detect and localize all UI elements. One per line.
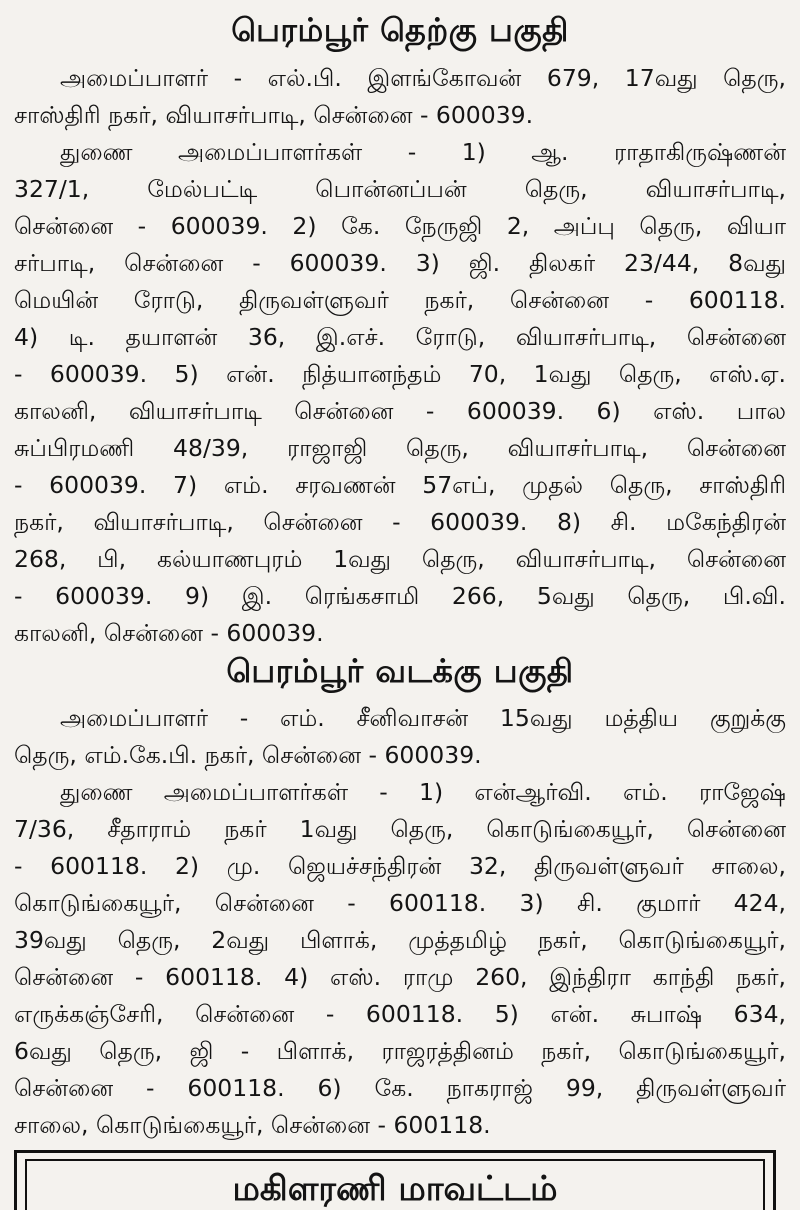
section-heading-perambur-north: பெரம்பூர் வடக்கு பகுதி (226, 652, 574, 690)
text-line: துணை அமைப்பாளர்கள் - 1) என்ஆர்வி. எம். ராஜேஷ் (60, 778, 786, 806)
text-line: சுப்பிரமணி 48/39, ராஜாஜி தெரு, வியாசர்பாடி, சென்னை (14, 434, 786, 462)
text-line: துணை அமைப்பாளர்கள் - 1) ஆ. ராதாகிருஷ்ணன் (60, 138, 786, 166)
text-line: 327/1, மேல்பட்டி பொன்னப்பன் தெரு, வியாசர்பாடி, (14, 175, 786, 203)
text-line: தெரு, எம்.கே.பி. நகர், சென்னை - 600039. (14, 741, 482, 769)
deputies-paragraph-south (14, 134, 786, 652)
next-section-box (14, 1150, 776, 1210)
text-line: - 600039. 9) இ. ரெங்கசாமி 266, 5வது தெரு, பி.வி. (14, 582, 786, 610)
section-heading-perambur-south: பெரம்பூர் தெற்கு பகுதி (231, 11, 569, 49)
organizer-paragraph-north (14, 700, 786, 774)
text-line: மெயின் ரோடு, திருவள்ளுவர் நகர், சென்னை - 600118. (14, 286, 786, 314)
text-line: 7/36, சீதாராம் நகர் 1வது தெரு, கொடுங்கையூர், சென்னை (14, 815, 786, 843)
text-line: காலனி, சென்னை - 600039. (14, 619, 324, 647)
text-line: அமைப்பாளர் - எம். சீனிவாசன் 15வது மத்திய குறுக்கு (60, 704, 786, 732)
text-line: 39வது தெரு, 2வது பிளாக், முத்தமிழ் நகர், கொடுங்கையூர், (14, 926, 786, 954)
text-line: காலனி, வியாசர்பாடி சென்னை - 600039. 6) எஸ். பால (14, 397, 786, 425)
text-line: கொடுங்கையூர், சென்னை - 600118. 3) சி. குமார் 424, (14, 889, 786, 917)
text-line: நகர், வியாசர்பாடி, சென்னை - 600039. 8) சி. மகேந்திரன் (14, 508, 786, 536)
text-line: 6வது தெரு, ஜி - பிளாக், ராஜரத்தினம் நகர், கொடுங்கையூர், (14, 1037, 786, 1065)
next-section-heading: மகிளரணி மாவட்டம் (232, 1169, 558, 1209)
text-line: எருக்கஞ்சேரி, சென்னை - 600118. 5) என். சுபாஷ் 634, (14, 1000, 786, 1028)
text-line: சாலை, கொடுங்கையூர், சென்னை - 600118. (14, 1111, 491, 1139)
text-line: 4) டி. தயாளன் 36, இ.எச். ரோடு, வியாசர்பாடி, சென்னை (14, 323, 786, 351)
text-line: சென்னை - 600118. 4) எஸ். ராமு 260, இந்திரா காந்தி நகர், (14, 963, 786, 991)
organizer-paragraph-south (14, 60, 786, 134)
text-line: சர்பாடி, சென்னை - 600039. 3) ஜி. திலகர் 23/44, 8வது (14, 249, 786, 277)
text-line: சென்னை - 600039. 2) கே. நேருஜி 2, அப்பு தெரு, வியா (14, 212, 786, 240)
next-section-box-inner-border (25, 1159, 765, 1210)
text-line: - 600039. 5) என். நித்யானந்தம் 70, 1வது தெரு, எஸ்.ஏ. (14, 360, 786, 388)
text-line: சாஸ்திரி நகர், வியாசர்பாடி, சென்னை - 600039. (14, 101, 534, 129)
text-line: சென்னை - 600118. 6) கே. நாகராஜ் 99, திருவள்ளுவர் (14, 1074, 786, 1102)
text-line: - 600039. 7) எம். சரவணன் 57எப், முதல் தெரு, சாஸ்திரி (14, 471, 786, 499)
deputies-paragraph-north (14, 774, 786, 1144)
text-line: 268, பி, கல்யாணபுரம் 1வது தெரு, வியாசர்பாடி, சென்னை (14, 545, 786, 573)
text-line: அமைப்பாளர் - எல்.பி. இளங்கோவன் 679, 17வது தெரு, (60, 64, 786, 92)
text-line: - 600118. 2) மு. ஜெயச்சந்திரன் 32, திருவள்ளுவர் சாலை, (14, 852, 786, 880)
